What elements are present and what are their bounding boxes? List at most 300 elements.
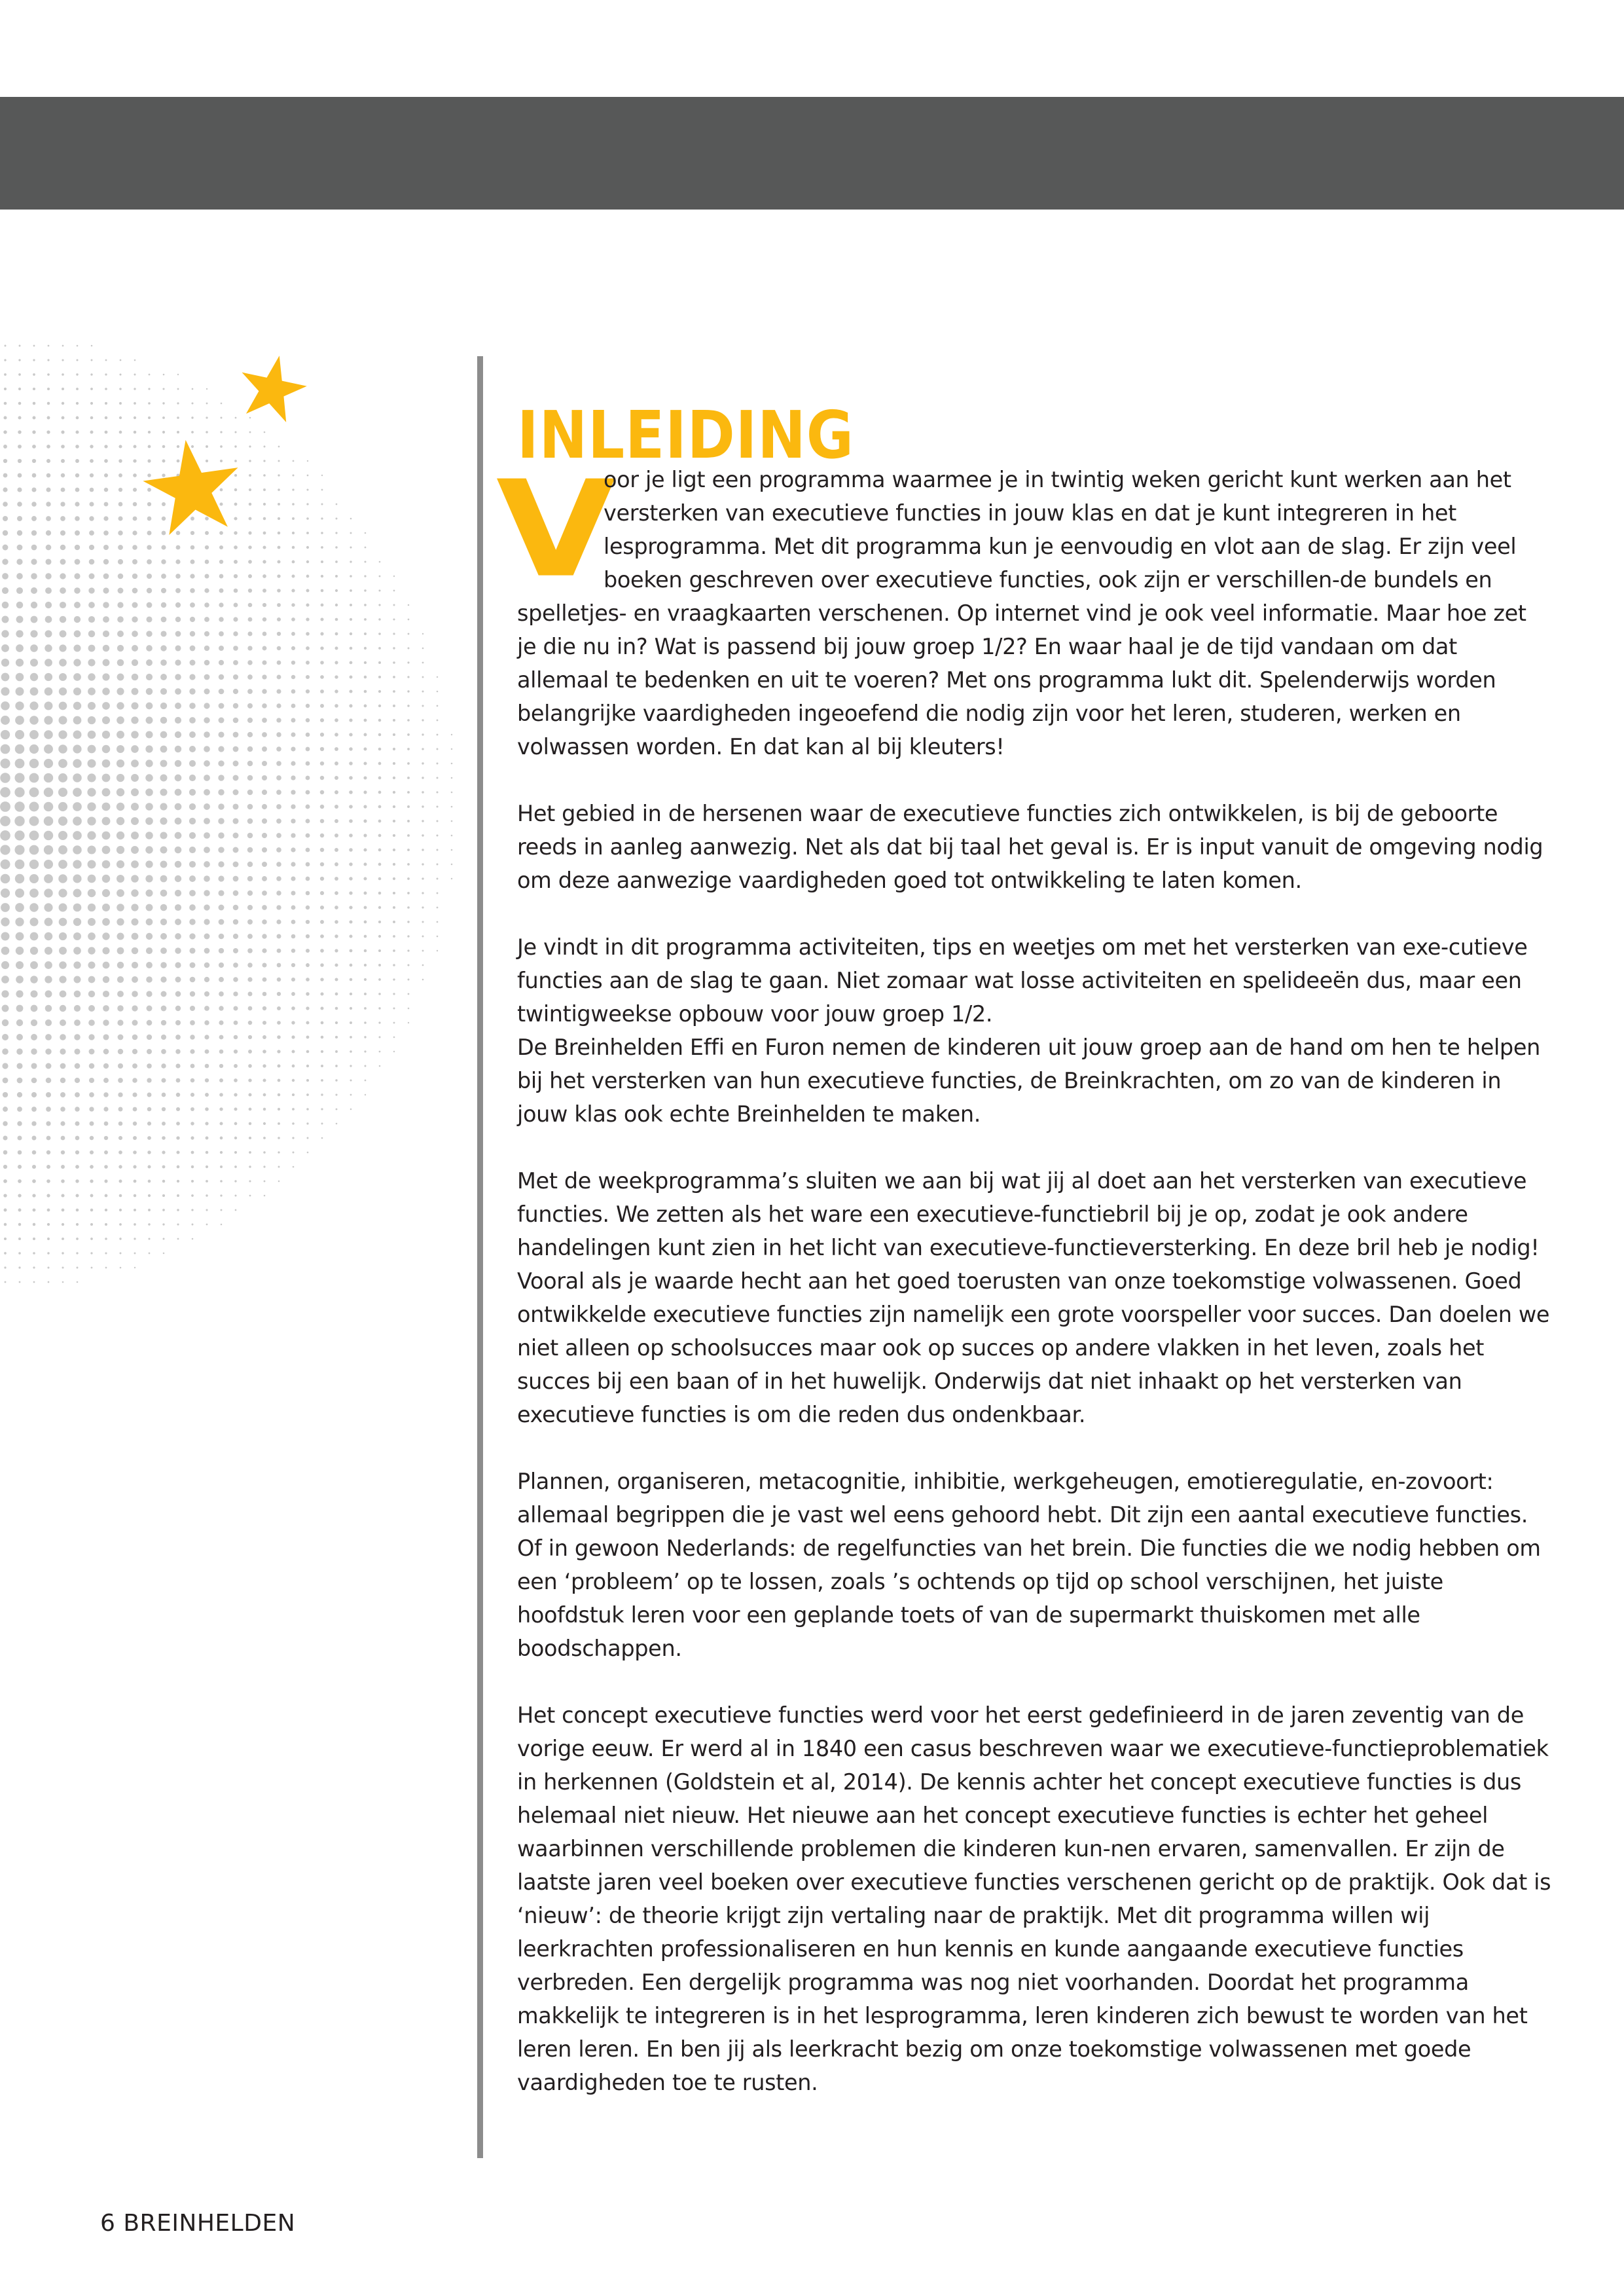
halftone-dot	[61, 430, 64, 433]
halftone-dot	[88, 688, 96, 695]
halftone-dot	[364, 1050, 366, 1052]
halftone-dot	[292, 1093, 295, 1096]
halftone-dot	[451, 835, 453, 837]
halftone-dot	[75, 1179, 79, 1183]
halftone-dot	[120, 359, 122, 361]
halftone-dot	[277, 675, 281, 680]
halftone-dot	[321, 517, 323, 519]
halftone-dot	[291, 718, 296, 723]
halftone-dot	[189, 904, 196, 911]
halftone-dot	[60, 631, 67, 638]
halftone-dot	[62, 1209, 65, 1212]
halftone-dot	[189, 847, 196, 853]
halftone-dot	[88, 745, 96, 754]
halftone-dot	[350, 518, 352, 520]
halftone-dot	[18, 359, 20, 361]
halftone-dot	[105, 431, 108, 434]
halftone-dot	[1, 630, 9, 637]
halftone-dot	[218, 875, 224, 881]
halftone-dot	[364, 661, 367, 664]
halftone-dot	[264, 1195, 266, 1197]
halftone-dot	[393, 1051, 395, 1052]
halftone-dot	[16, 1019, 23, 1026]
halftone-dot	[206, 388, 208, 390]
halftone-dot	[47, 1266, 49, 1268]
halftone-dot	[177, 388, 179, 390]
halftone-dot	[145, 889, 153, 896]
halftone-dot	[103, 1063, 109, 1069]
halftone-dot	[44, 744, 53, 754]
halftone-dot	[292, 560, 295, 564]
halftone-dot	[29, 744, 39, 754]
halftone-dot	[75, 1150, 79, 1154]
halftone-dot	[14, 845, 24, 854]
halftone-dot	[88, 587, 94, 593]
halftone-dot	[190, 1020, 195, 1025]
halftone-dot	[422, 834, 424, 836]
halftone-dot	[47, 1252, 50, 1255]
halftone-dot	[189, 832, 196, 839]
halftone-dot	[88, 932, 96, 940]
halftone-dot	[350, 949, 353, 953]
halftone-dot	[103, 616, 109, 623]
halftone-dot	[104, 502, 109, 507]
vertical-rule	[477, 356, 483, 2158]
halftone-dot	[14, 801, 24, 811]
halftone-dot	[88, 616, 95, 623]
halftone-dot	[306, 934, 310, 938]
halftone-dot	[189, 789, 196, 796]
halftone-dot	[163, 1238, 165, 1240]
halftone-dot	[306, 805, 310, 809]
halftone-dot	[247, 963, 252, 967]
halftone-dot	[76, 1194, 79, 1198]
halftone-dot	[160, 933, 167, 940]
halftone-dot	[147, 1063, 152, 1069]
halftone-dot	[75, 488, 80, 492]
halftone-dot	[321, 1108, 323, 1110]
halftone-dot	[132, 574, 137, 579]
halftone-dot	[436, 791, 438, 793]
halftone-dot	[103, 1107, 108, 1111]
halftone-dot-pattern	[0, 340, 497, 1283]
halftone-dot	[334, 761, 338, 765]
halftone-dot	[2, 616, 9, 623]
halftone-dot	[15, 730, 24, 739]
halftone-dot	[15, 874, 24, 883]
halftone-dot	[133, 502, 137, 506]
halftone-dot	[160, 875, 168, 883]
halftone-dot	[73, 731, 82, 739]
halftone-dot	[161, 545, 166, 549]
halftone-dot	[132, 545, 137, 550]
halftone-dot	[160, 731, 168, 739]
halftone-dot	[378, 719, 381, 722]
halftone-dot	[321, 1093, 323, 1095]
halftone-dot	[204, 617, 209, 622]
halftone-dot	[161, 559, 166, 564]
halftone-dot	[320, 761, 324, 765]
halftone-dot	[47, 1223, 50, 1226]
halftone-dot	[335, 532, 337, 534]
halftone-dot	[161, 617, 167, 623]
halftone-dot	[134, 431, 137, 434]
halftone-dot	[393, 661, 395, 664]
halftone-dot	[89, 1107, 94, 1111]
halftone-dot	[378, 633, 381, 635]
halftone-dot	[160, 688, 167, 695]
halftone-dot	[219, 934, 225, 940]
halftone-dot	[119, 388, 122, 390]
halftone-dot	[422, 849, 424, 851]
halftone-dot	[103, 1078, 109, 1083]
halftone-dot	[407, 805, 410, 808]
halftone-dot	[378, 906, 381, 909]
halftone-dot	[58, 860, 67, 869]
halftone-dot	[160, 947, 167, 954]
halftone-dot	[422, 877, 424, 879]
halftone-dot	[364, 1021, 367, 1024]
halftone-dot	[393, 633, 395, 634]
halftone-dot	[16, 1063, 22, 1069]
halftone-dot	[31, 1078, 37, 1084]
halftone-dot	[320, 978, 323, 981]
halftone-dot	[44, 816, 54, 826]
halftone-dot	[31, 1034, 37, 1040]
halftone-dot	[134, 402, 136, 405]
halftone-dot	[61, 445, 65, 449]
halftone-dot	[45, 559, 51, 564]
halftone-dot	[60, 1092, 65, 1097]
halftone-dot	[31, 516, 37, 521]
halftone-dot	[248, 617, 253, 622]
halftone-dot	[104, 488, 108, 492]
halftone-dot	[175, 746, 181, 752]
halftone-dot	[45, 573, 51, 579]
halftone-dot	[379, 576, 381, 578]
halftone-dot	[73, 889, 82, 898]
halftone-dot	[46, 502, 50, 506]
halftone-dot	[262, 545, 266, 549]
halftone-dot	[248, 1006, 253, 1011]
halftone-dot	[334, 747, 338, 751]
halftone-dot	[88, 1019, 95, 1026]
halftone-dot	[262, 560, 266, 563]
halftone-dot	[77, 1281, 79, 1283]
halftone-dot	[16, 1034, 23, 1040]
halftone-dot	[233, 631, 238, 636]
halftone-dot	[104, 1179, 107, 1183]
halftone-dot	[145, 774, 153, 781]
halftone-dot	[117, 688, 124, 695]
halftone-dot	[90, 488, 94, 492]
halftone-dot	[160, 788, 167, 796]
halftone-dot	[422, 733, 424, 735]
halftone-dot	[162, 1165, 166, 1169]
halftone-dot	[62, 416, 65, 420]
halftone-dot	[103, 1092, 109, 1097]
halftone-dot	[3, 1078, 9, 1084]
halftone-dot	[276, 718, 281, 722]
halftone-dot	[175, 1035, 181, 1040]
halftone-dot	[74, 1019, 81, 1026]
halftone-dot	[349, 790, 353, 794]
halftone-dot	[190, 1078, 195, 1083]
halftone-dot	[89, 545, 94, 550]
halftone-dot	[363, 790, 367, 794]
halftone-dot	[263, 532, 266, 535]
halftone-dot	[437, 691, 439, 693]
halftone-dot	[422, 777, 424, 779]
halftone-dot	[160, 976, 166, 982]
halftone-dot	[46, 1107, 51, 1112]
halftone-dot	[134, 1267, 135, 1268]
halftone-dot	[393, 719, 395, 722]
halftone-dot	[190, 574, 194, 578]
halftone-dot	[44, 860, 53, 869]
halftone-dot	[4, 373, 7, 376]
halftone-dot	[132, 631, 138, 637]
halftone-dot	[75, 1136, 80, 1141]
halftone-dot	[1, 716, 10, 725]
halftone-dot	[204, 832, 210, 839]
halftone-dot	[104, 1150, 108, 1154]
halftone-dot	[58, 845, 67, 854]
halftone-dot	[118, 545, 123, 550]
halftone-dot	[190, 1122, 194, 1125]
halftone-dot	[31, 545, 37, 551]
halftone-dot	[176, 1122, 180, 1126]
halftone-dot	[1, 687, 9, 695]
halftone-dot	[47, 1209, 50, 1212]
halftone-dot	[76, 373, 78, 375]
halftone-dot	[45, 673, 52, 681]
halftone-dot	[364, 604, 367, 606]
halftone-dot	[204, 717, 209, 723]
halftone-dot	[306, 790, 310, 795]
halftone-dot	[162, 416, 165, 419]
halftone-dot	[102, 716, 110, 724]
halftone-dot	[437, 748, 439, 750]
halftone-dot	[189, 703, 196, 709]
halftone-dot	[117, 918, 124, 925]
halftone-dot	[118, 1122, 123, 1126]
halftone-dot	[407, 791, 410, 794]
halftone-dot	[293, 1152, 295, 1154]
halftone-dot	[31, 602, 37, 608]
halftone-dot	[132, 688, 139, 695]
halftone-dot	[17, 487, 22, 492]
halftone-dot	[277, 992, 281, 996]
halftone-dot	[176, 1093, 180, 1097]
halftone-dot	[321, 604, 324, 607]
halftone-dot	[15, 860, 25, 870]
halftone-dot	[90, 473, 94, 477]
halftone-dot	[134, 359, 136, 361]
halftone-dot	[46, 545, 52, 551]
halftone-dot	[162, 1194, 165, 1197]
halftone-dot	[306, 589, 310, 593]
halftone-dot	[190, 660, 196, 666]
halftone-dot	[47, 1238, 50, 1240]
halftone-dot	[291, 1035, 295, 1038]
halftone-dot	[31, 530, 37, 536]
halftone-dot	[117, 875, 124, 883]
halftone-dot	[204, 674, 210, 680]
halftone-dot	[276, 775, 281, 780]
halftone-dot	[263, 1165, 265, 1167]
halftone-dot	[262, 847, 267, 853]
halftone-dot	[177, 1209, 179, 1211]
halftone-dot	[350, 589, 352, 592]
halftone-dot	[205, 574, 209, 579]
halftone-dot	[62, 1281, 64, 1283]
halftone-dot	[29, 730, 39, 739]
halftone-dot	[132, 976, 138, 983]
halftone-dot	[73, 702, 81, 710]
halftone-dot	[147, 559, 152, 564]
halftone-dot	[378, 661, 381, 664]
halftone-dot	[119, 373, 121, 375]
halftone-dot	[91, 359, 93, 361]
halftone-dot	[204, 991, 209, 997]
halftone-dot	[436, 820, 438, 822]
halftone-dot	[146, 933, 153, 940]
halftone-dot	[306, 517, 309, 520]
halftone-dot	[45, 1048, 51, 1054]
halftone-dot	[74, 976, 81, 983]
halftone-dot	[349, 862, 352, 866]
halftone-dot	[45, 1034, 52, 1040]
halftone-dot	[0, 787, 10, 798]
halftone-dot	[422, 633, 424, 634]
halftone-dot	[59, 932, 67, 940]
halftone-dot	[451, 864, 453, 866]
halftone-dot	[219, 919, 225, 925]
halftone-dot	[278, 503, 280, 505]
halftone-dot	[31, 616, 38, 623]
halftone-dot	[191, 1180, 194, 1183]
halftone-dot	[292, 532, 295, 534]
halftone-dot	[292, 1050, 295, 1054]
halftone-dot	[393, 604, 395, 606]
halftone-dot	[131, 904, 138, 911]
halftone-dot	[102, 688, 109, 695]
halftone-dot	[262, 1021, 266, 1025]
halftone-dot	[407, 661, 409, 663]
halftone-dot	[320, 934, 324, 938]
halftone-dot	[17, 545, 23, 551]
halftone-dot	[117, 674, 124, 681]
halftone-dot	[248, 1064, 252, 1068]
halftone-dot	[118, 1049, 123, 1054]
halftone-dot	[248, 531, 251, 534]
halftone-dot	[3, 1092, 8, 1097]
halftone-dot	[90, 1209, 93, 1211]
halftone-dot	[393, 1036, 395, 1038]
halftone-dot	[60, 602, 66, 608]
halftone-dot	[190, 1107, 194, 1111]
halftone-dot	[117, 889, 124, 897]
halftone-dot	[350, 1094, 352, 1096]
halftone-dot	[87, 802, 96, 811]
halftone-dot	[291, 963, 295, 967]
halftone-dot	[206, 403, 208, 405]
halftone-dot	[31, 502, 36, 506]
halftone-dot	[134, 1180, 137, 1183]
halftone-dot	[175, 977, 181, 983]
halftone-dot	[60, 1019, 66, 1026]
halftone-dot	[131, 702, 138, 709]
halftone-dot	[247, 703, 253, 708]
halftone-dot	[177, 402, 179, 404]
halftone-dot	[393, 705, 395, 707]
halftone-dot	[336, 518, 338, 520]
halftone-dot	[219, 703, 225, 709]
halftone-dot	[132, 947, 138, 954]
halftone-dot	[16, 1005, 24, 1012]
halftone-dot	[132, 1005, 137, 1011]
halftone-dot	[177, 1223, 179, 1225]
halftone-dot	[306, 978, 310, 981]
halftone-dot	[161, 1020, 166, 1025]
halftone-dot	[233, 905, 239, 911]
halftone-dot	[437, 763, 439, 765]
halftone-dot	[47, 388, 50, 390]
halftone-dot	[349, 761, 353, 765]
halftone-dot	[134, 1253, 136, 1255]
halftone-dot	[133, 1122, 137, 1126]
halftone-dot	[4, 1223, 7, 1226]
halftone-dot	[248, 1093, 251, 1096]
halftone-dot	[31, 1107, 37, 1112]
halftone-dot	[18, 459, 22, 463]
halftone-dot	[75, 445, 79, 449]
halftone-dot	[102, 846, 111, 854]
halftone-dot	[233, 934, 238, 939]
halftone-dot	[146, 703, 153, 710]
halftone-dot	[29, 816, 39, 826]
halftone-dot	[206, 1209, 208, 1211]
halftone-dot	[147, 602, 153, 608]
halftone-dot	[220, 1194, 222, 1196]
halftone-dot	[422, 691, 424, 693]
halftone-dot	[76, 1209, 79, 1212]
halftone-dot	[262, 1006, 266, 1010]
halftone-dot	[59, 673, 67, 681]
halftone-dot	[90, 1194, 94, 1198]
halftone-dot	[422, 676, 424, 678]
halftone-dot	[30, 673, 38, 681]
halftone-dot	[365, 1065, 367, 1067]
halftone-dot	[18, 416, 22, 420]
halftone-dot	[46, 1078, 52, 1084]
halftone-dot	[117, 991, 124, 997]
halftone-dot	[320, 733, 324, 737]
halftone-dot	[436, 805, 438, 807]
halftone-dot	[393, 877, 395, 880]
halftone-dot	[276, 761, 281, 766]
halftone-dot	[118, 574, 124, 579]
halftone-dot	[219, 1078, 223, 1082]
halftone-dot	[118, 459, 122, 463]
halftone-dot	[320, 891, 324, 895]
halftone-dot	[451, 806, 453, 808]
halftone-dot	[118, 1165, 122, 1168]
halftone-dot	[393, 863, 395, 866]
halftone-dot	[33, 388, 35, 390]
halftone-dot	[103, 1034, 109, 1040]
